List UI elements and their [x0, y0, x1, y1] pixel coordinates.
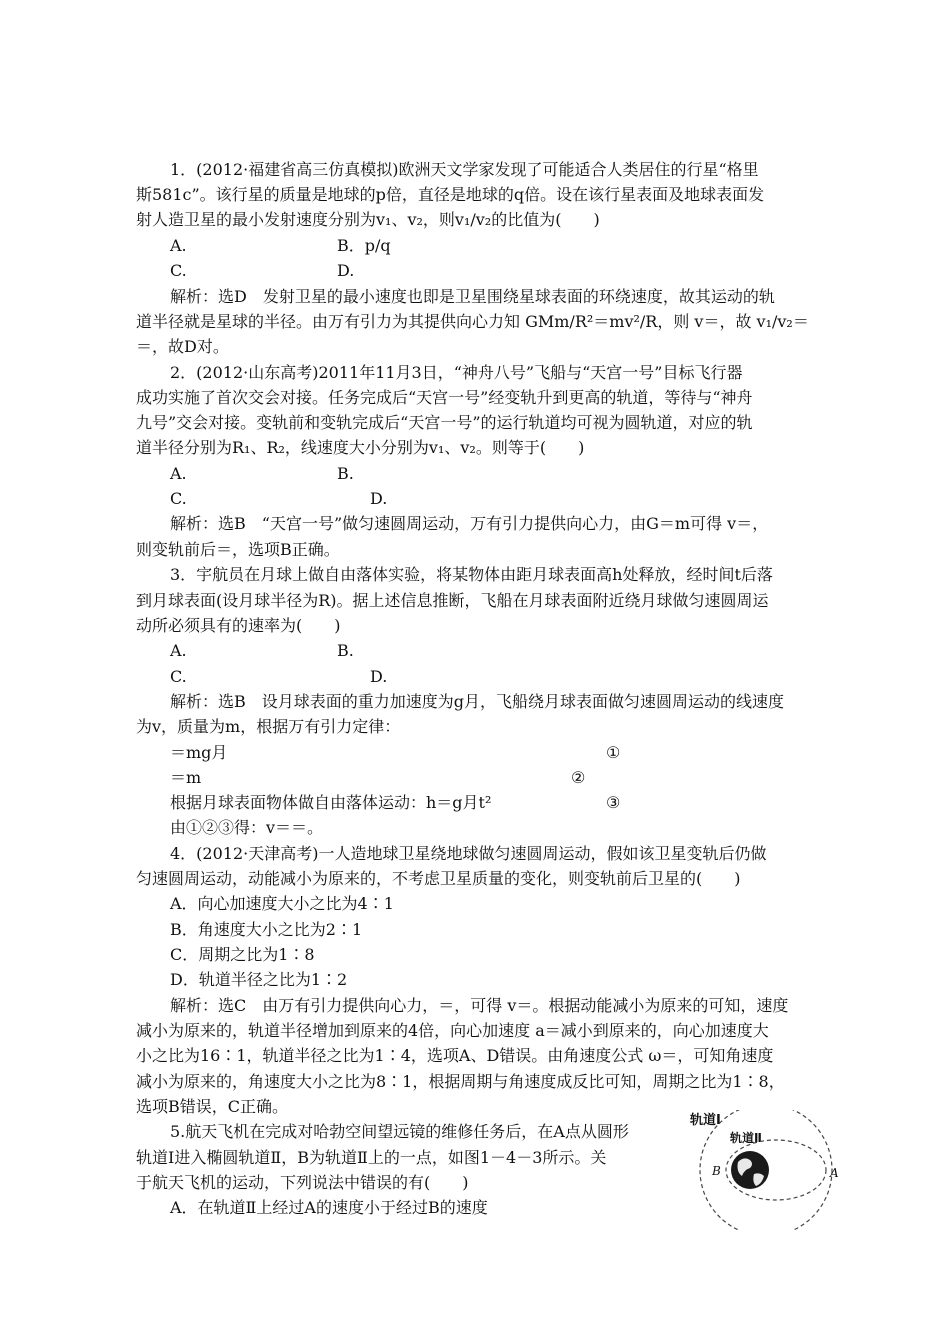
q5-line-2: 轨道Ⅰ进入椭圆轨道Ⅱ，B为轨道Ⅱ上的一点，如图1－4－3所示。关: [136, 1148, 607, 1167]
q2-option-c: C.: [170, 489, 187, 508]
q3-equation-2: ＝m: [170, 768, 202, 787]
q2-solution-2: 则变轨前后＝，选项B正确。: [136, 540, 340, 559]
q3-option-c: C.: [170, 667, 187, 686]
q2-line-4: 道半径分别为R₁、R₂，线速度大小分别为v₁、v₂。则等于( ): [136, 438, 585, 457]
q4-option-c: C．周期之比为1∶8: [170, 945, 315, 964]
q1-line-3: 射人造卫星的最小发射速度分别为v₁、v₂，则v₁/v₂的比值为( ): [136, 210, 600, 229]
q3-equation-3: 根据月球表面物体做自由落体运动：h＝g月t²: [170, 793, 492, 812]
q4-solution-3: 小之比为16∶1，轨道半径之比为1∶4，选项A、D错误。由角速度公式 ω＝，可知角速度: [136, 1046, 774, 1065]
equation-mark-1: ①: [606, 743, 621, 762]
equation-mark-2: ②: [571, 768, 586, 787]
q2-option-d: D.: [370, 489, 388, 508]
q3-option-d: D.: [370, 667, 388, 686]
orbit2-label: 轨道Ⅱ: [730, 1131, 762, 1145]
q1-solution-1: 解析：选D 发射卫星的最小速度也即是卫星围绕星球表面的环绕速度，故其运动的轨: [170, 287, 775, 306]
q1-option-c: C.: [170, 261, 187, 280]
q5-option-a: A．在轨道Ⅱ上经过A的速度小于经过B的速度: [170, 1198, 488, 1217]
q3-option-a: A.: [170, 641, 187, 660]
q3-result: 由①②③得：v＝＝。: [170, 818, 324, 837]
q1-line-2: 斯581c”。该行星的质量是地球的p倍，直径是地球的q倍。设在该行星表面及地球表面发: [136, 185, 765, 204]
earth-icon: [731, 1151, 769, 1189]
q2-line-1: 2．(2012·山东高考)2011年11月3日，“神舟八号”飞船与“天宫一号”目标飞行器: [170, 363, 743, 382]
q4-option-b: B．角速度大小之比为2∶1: [170, 920, 363, 939]
q5-line-3: 于航天飞机的运动，下列说法中错误的有( ): [136, 1173, 469, 1192]
orbit-diagram: [690, 1110, 850, 1230]
point-a-label: A: [830, 1166, 839, 1180]
equation-mark-3: ③: [606, 793, 621, 812]
q3-option-b: B.: [337, 641, 354, 660]
q2-line-3: 九号”交会对接。变轨前和变轨完成后“天宫一号”的运行轨道均可视为圆轨道，对应的轨: [136, 413, 753, 432]
q4-line-1: 4．(2012·天津高考)一人造地球卫星绕地球做匀速圆周运动，假如该卫星变轨后仍做: [170, 844, 767, 863]
q1-option-b: B．p/q: [337, 236, 391, 255]
q2-line-2: 成功实施了首次交会对接。任务完成后“天宫一号”经变轨升到更高的轨道，等待与“神舟: [136, 388, 753, 407]
q4-line-2: 匀速圆周运动，动能减小为原来的，不考虑卫星质量的变化，则变轨前后卫星的( ): [136, 869, 741, 888]
q3-equation-1: ＝mg月: [170, 743, 228, 762]
q4-solution-2: 减小为原来的，轨道半径增加到原来的4倍，向心加速度 a＝减小到原来的，向心加速度大: [136, 1021, 769, 1040]
q2-solution-1: 解析：选B “天宫一号”做匀速圆周运动，万有引力提供向心力，由G＝m可得 v＝，: [170, 514, 769, 533]
q4-option-a: A．向心加速度大小之比为4∶1: [170, 894, 394, 913]
q1-option-d: D.: [337, 261, 355, 280]
q3-line-3: 动所必须具有的速率为( ): [136, 616, 341, 635]
q1-solution-2: 道半径就是星球的半径。由万有引力为其提供向心力知 GMm/R²＝mv²/R，则 v＝，故 v₁/v₂＝: [136, 312, 809, 331]
q4-solution-1: 解析：选C 由万有引力提供向心力，＝，可得 v＝。根据动能减小为原来的可知，速度: [170, 996, 789, 1015]
point-b-label: B: [712, 1164, 721, 1178]
q4-option-d: D．轨道半径之比为1∶2: [170, 970, 348, 989]
q4-solution-4: 减小为原来的，角速度大小之比为8∶1，根据周期与角速度成反比可知，周期之比为1∶8，: [136, 1072, 785, 1091]
q1-option-a: A.: [170, 236, 187, 255]
orbit1-label: 轨道Ⅰ: [690, 1113, 721, 1128]
q1-solution-3: ＝，故D对。: [136, 337, 229, 356]
q2-option-b: B.: [337, 464, 354, 483]
q3-line-1: 3．宇航员在月球上做自由落体实验，将某物体由距月球表面高h处释放，经时间t后落: [170, 565, 773, 584]
q3-line-2: 到月球表面(设月球半径为R)。据上述信息推断，飞船在月球表面附近绕月球做匀速圆周运: [136, 591, 769, 610]
q1-line-1: 1．(2012·福建省高三仿真模拟)欧洲天文学家发现了可能适合人类居住的行星“格里: [170, 160, 759, 179]
q3-solution-1: 解析：选B 设月球表面的重力加速度为g月，飞船绕月球表面做匀速圆周运动的线速度: [170, 692, 785, 711]
q2-option-a: A.: [170, 464, 187, 483]
q5-line-1: 5.航天飞机在完成对哈勃空间望远镜的维修任务后，在A点从圆形: [170, 1122, 629, 1141]
q4-solution-5: 选项B错误，C正确。: [136, 1097, 289, 1116]
q3-solution-2: 为v，质量为m，根据万有引力定律：: [136, 717, 401, 736]
